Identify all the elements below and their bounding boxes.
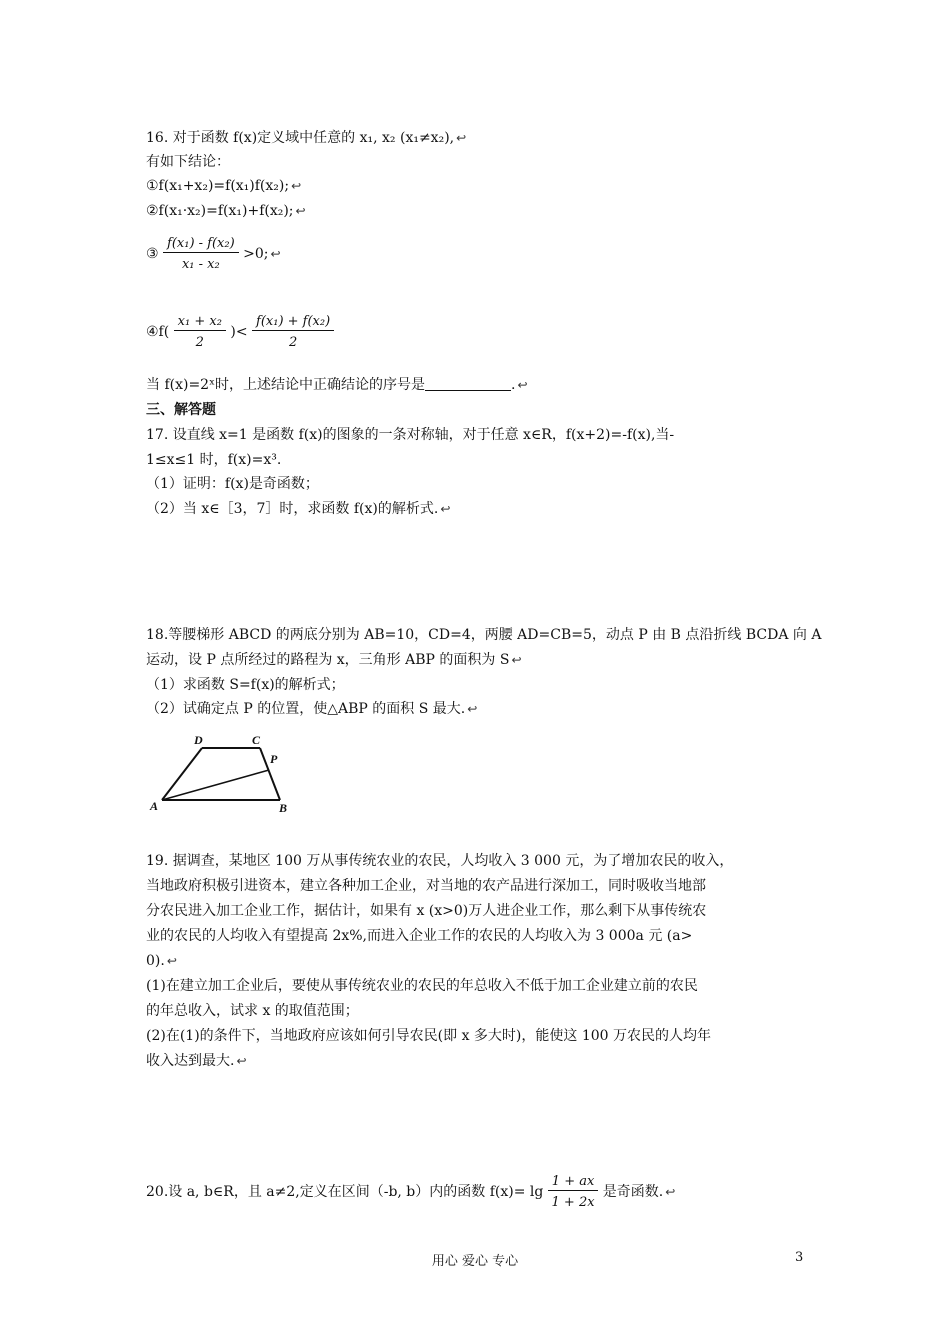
return-mark-icon: ↩ [440, 502, 451, 516]
return-mark-icon: ↩ [291, 179, 302, 193]
q17-part2: （2）当 x∈［3，7］时，求函数 f(x)的解析式. ↩ [146, 501, 451, 517]
q18-part2: （2）试确定点 P 的位置，使△ABP 的面积 S 最大. ↩ [146, 701, 478, 717]
fraction: $\frac{\text{f(x₁) + f(x₂)}}{2}$ [252, 314, 334, 350]
return-mark-icon: ↩ [456, 131, 467, 145]
page-number: 3 [795, 1250, 804, 1265]
fraction: $\frac{1 + ax}{1 + 2x}$ [548, 1174, 599, 1210]
q19-line5: 0). ↩ [146, 953, 177, 969]
q19-part2-line1: (2)在(1)的条件下，当地政府应该如何引导农民(即 x 多大时)，能使这 100 万农民的人均年 [146, 1028, 712, 1044]
trapezoid-figure [148, 730, 328, 830]
q18-line2: 运动，设 P 点所经过的路程为 x，三角形 ABP 的面积为 S ↩ [146, 652, 522, 668]
q19-line1: 19. 据调查，某地区 100 万从事传统农业的农民，人均收入 3 000 元，为了增加农民的收入， [146, 853, 734, 869]
q19-part1-line2: 的年总收入，试求 x 的取值范围； [146, 1003, 359, 1019]
return-mark-icon: ↩ [517, 378, 528, 392]
answer-blank [425, 376, 511, 391]
q16-line1: 16. 对于函数 f(x)定义域中任意的 x₁, x₂ (x₁≠x₂), ↩ [146, 130, 467, 146]
q19-line3: 分农民进入加工企业工作，据估计，如果有 x (x>0)万人进企业工作，那么剩下从事传统农 [146, 903, 707, 919]
q18-line1: 18.等腰梯形 ABCD 的两底分别为 AB=10，CD=4，两腰 AD=CB=5，动点 P 由 B 点沿折线 BCDA 向 A [146, 627, 822, 643]
q16-ask: 当 f(x)=2ˣ时，上述结论中正确结论的序号是 . ↩ [146, 377, 528, 393]
q16-conclusion-2: ②f(x₁·x₂)=f(x₁)+f(x₂); ↩ [146, 203, 306, 219]
q16-line2: 有如下结论： [146, 154, 230, 170]
fraction: $\frac{\text{f(x₁) - f(x₂)}}{\text{x₁ - x₂}}$ [163, 236, 239, 272]
q18-part1: （1）求函数 S=f(x)的解析式； [146, 677, 345, 693]
label-b: B [279, 801, 288, 815]
return-mark-icon: ↩ [270, 247, 281, 261]
q19-part1-line1: (1)在建立加工企业后，要使从事传统农业的农民的年总收入不低于加工企业建立前的农民 [146, 978, 698, 994]
return-mark-icon: ↩ [665, 1185, 676, 1199]
q17-part1: （1）证明：f(x)是奇函数； [146, 476, 319, 492]
return-mark-icon: ↩ [166, 954, 177, 968]
return-mark-icon: ↩ [467, 702, 478, 716]
section-heading: 三、解答题 [146, 402, 216, 418]
q17-line1: 17. 设直线 x=1 是函数 f(x)的图象的一条对称轴，对于任意 x∈R，f(x+2)=-f(x),当- [146, 427, 675, 443]
page-footer: 用心 爱心 专心 [431, 1254, 519, 1269]
q20-line: 20.设 a, b∈R，且 a≠2,定义在区间（-b, b）内的函数 f(x)= lg $\frac{1 + ax}{1 + 2x}$ 是奇函数. ↩ [146, 1174, 676, 1210]
label-p: P [270, 752, 278, 766]
label-c: C [252, 733, 261, 747]
label-d: D [194, 733, 203, 747]
return-mark-icon: ↩ [511, 653, 522, 667]
q16-conclusion-4: ④f( $\frac{\text{x₁ + x₂}}{2}$ )< $\frac{\text{f(x₁) + f(x₂)}}{2}$ [146, 314, 334, 350]
q19-line4: 业的农民的人均收入有望提高 2x%,而进入企业工作的农民的人均收入为 3 000a 元 (a> [146, 928, 693, 944]
label-a: A [150, 799, 159, 813]
segment-ap [162, 770, 269, 800]
q19-part2-line2: 收入达到最大. ↩ [146, 1053, 247, 1069]
q16-conclusion-1: ①f(x₁+x₂)=f(x₁)f(x₂); ↩ [146, 178, 302, 194]
q19-line2: 当地政府积极引进资本，建立各种加工企业，对当地的农产品进行深加工，同时吸收当地部 [146, 878, 706, 894]
side-da [162, 748, 202, 800]
q16-conclusion-3: ③ $\frac{\text{f(x₁) - f(x₂)}}{\text{x₁ - x₂}}$ >0; ↩ [146, 236, 281, 272]
return-mark-icon: ↩ [295, 204, 306, 218]
return-mark-icon: ↩ [236, 1054, 247, 1068]
fraction: $\frac{\text{x₁ + x₂}}{2}$ [174, 314, 226, 350]
q17-line2: 1≤x≤1 时，f(x)=x³. [146, 452, 282, 468]
